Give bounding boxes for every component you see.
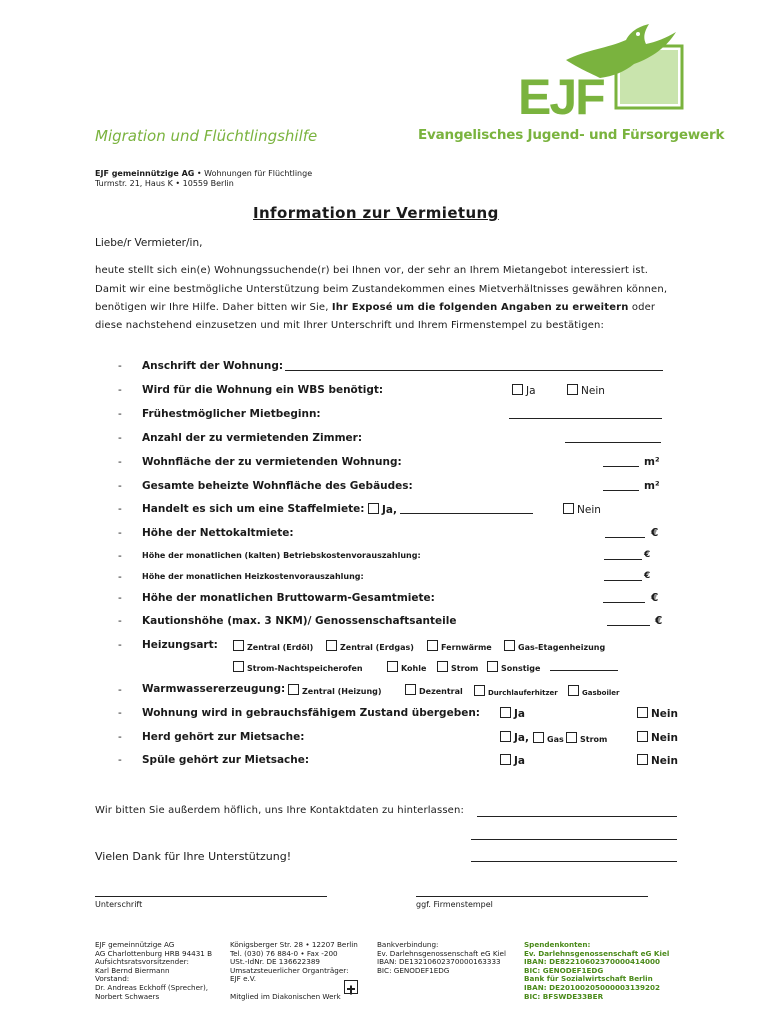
checkbox-icon[interactable] [512, 384, 523, 395]
sink-nein[interactable] [637, 754, 678, 767]
footer-line: Norbert Schwaers [95, 991, 160, 1001]
hot-water-label: Warmwassererzeugung: [142, 683, 286, 695]
heat-opt[interactable] [233, 661, 363, 673]
address-label: Anschrift der Wohnung: [142, 360, 284, 372]
contact-field-2[interactable] [471, 829, 677, 840]
checkbox-icon[interactable] [504, 640, 515, 651]
heat-opt[interactable] [487, 661, 540, 673]
footer-line: IBAN: DE13210602370000163333 [377, 957, 501, 967]
gross-rent-label: Höhe der monatlichen Bruttowarm-Gesamtmiete: [142, 592, 435, 604]
footer-line: USt.-IdNr. DE 136622389 [230, 957, 320, 967]
euro-unit: € [644, 571, 651, 581]
salutation: Liebe/r Vermieter/in, [95, 237, 203, 249]
stove-strom[interactable] [566, 732, 607, 744]
org-name: Evangelisches Jugend- und Fürsorgewerk [418, 127, 725, 143]
net-rent-label: Höhe der Nettokaltmiete: [142, 527, 294, 539]
staffel-nein[interactable] [563, 503, 601, 516]
heat-opt-label: Strom [451, 664, 479, 673]
usable-ja-label: Ja [514, 708, 525, 720]
intro-line-4: diese nachstehend einzusetzen und mit Ihrer Unterschrift und Ihrem Firmenstempel zu bestätigen: [95, 320, 605, 331]
intro-line-1: heute stellt sich ein(e) Wohnungssuchende(r) bei Ihnen vor, der sehr an Ihrem Mietangebot interessiert ist. [95, 265, 649, 276]
checkbox-icon[interactable] [387, 661, 398, 672]
footer-line: Karl Bernd Biermann [95, 965, 170, 975]
bullet: - [118, 592, 122, 604]
heated-area-label: Gesamte beheizte Wohnfläche des Gebäudes: [142, 480, 413, 492]
deposit-field[interactable] [607, 615, 650, 626]
hw-opt-label: Gasboiler [582, 689, 620, 697]
checkbox-icon[interactable] [500, 754, 511, 765]
intro-line-3a: benötigen wir Ihre Hilfe. Daher bitten wir Sie, [95, 302, 332, 313]
sender-address: Turmstr. 21, Haus K • 10559 Berlin [95, 179, 234, 188]
thanks: Vielen Dank für Ihre Unterstützung! [95, 850, 292, 863]
bullet: - [118, 754, 122, 766]
checkbox-icon[interactable] [637, 754, 648, 765]
ejf-logo [516, 20, 686, 130]
page-title: Information zur Vermietung [253, 204, 499, 222]
other-heating-field[interactable] [550, 660, 618, 671]
intro-line-3c: oder [628, 302, 656, 313]
usable-ja[interactable] [500, 707, 525, 720]
checkbox-icon[interactable] [487, 661, 498, 672]
footer-line: Bank für Sozialwirtschaft Berlin [524, 974, 653, 984]
subtitle: Migration und Flüchtlingshilfe [95, 127, 318, 145]
checkbox-icon[interactable] [326, 640, 337, 651]
hw-opt[interactable] [474, 685, 558, 697]
bullet: - [118, 456, 122, 468]
euro-unit: € [651, 527, 659, 539]
heat-opt-label: Kohle [401, 664, 427, 673]
stamp-line[interactable] [416, 896, 648, 897]
footer-line: IBAN: DE82210602370000414000 [524, 957, 661, 967]
sink-ja-label: Ja [514, 755, 525, 767]
checkbox-icon[interactable] [427, 640, 438, 651]
usable-label: Wohnung wird in gebrauchsfähigem Zustand übergeben: [142, 707, 481, 719]
footer-line: AG Charlottenburg HRB 94431 B [95, 948, 213, 958]
heat-opt[interactable] [427, 640, 492, 652]
deposit-label: Kautionshöhe (max. 3 NKM)/ Genossenschaftsanteile [142, 615, 457, 627]
footer-line: BIC: GENODEF1EDG [377, 965, 450, 975]
contact-request: Wir bitten Sie außerdem höflich, uns Ihre Kontaktdaten zu hinterlassen: [95, 805, 464, 816]
gross-rent-field[interactable] [603, 592, 645, 603]
contact-field-1[interactable] [477, 806, 677, 817]
heat-opt[interactable] [233, 640, 313, 652]
sqm-unit: m² [644, 456, 660, 468]
heat-opt[interactable] [504, 640, 605, 652]
footer-col-1 [95, 941, 212, 1001]
wbs-nein-label: Nein [581, 385, 605, 397]
checkbox-icon[interactable] [637, 707, 648, 718]
checkbox-icon[interactable] [566, 732, 577, 743]
usable-nein[interactable] [637, 707, 678, 720]
bullet: - [118, 384, 122, 396]
checkbox-icon[interactable] [474, 685, 485, 696]
footer-line: Mitglied im Diakonischen Werk [230, 991, 341, 1001]
heat-opt-label: Fernwärme [441, 643, 492, 652]
bullet: - [118, 432, 122, 444]
hw-opt-label: Dezentral [419, 687, 463, 696]
checkbox-icon[interactable] [567, 384, 578, 395]
hw-opt[interactable] [568, 685, 619, 697]
usable-nein-label: Nein [651, 708, 678, 720]
heat-opt[interactable] [437, 661, 478, 673]
diakonie-cross-icon [345, 984, 357, 996]
bullet: - [118, 707, 122, 719]
footer-line: Bankverbindung: [377, 940, 439, 949]
staffel-label: Handelt es sich um eine Staffelmiete: [142, 503, 365, 515]
stove-label: Herd gehört zur Mietsache: [142, 731, 305, 743]
euro-unit: € [655, 615, 663, 627]
intro-line-3 [95, 302, 655, 313]
checkbox-icon[interactable] [568, 685, 579, 696]
net-rent-field[interactable] [605, 527, 645, 538]
checkbox-icon[interactable] [500, 731, 511, 742]
heat-opt-label: Gas-Etagenheizung [518, 643, 606, 652]
heat-costs-label: Höhe der monatlichen Heizkostenvorauszahlung: [142, 572, 364, 581]
hw-opt[interactable] [405, 684, 463, 696]
signature-line[interactable] [95, 896, 327, 897]
wbs-nein[interactable] [567, 384, 605, 397]
heat-opt-label: Strom-Nachtspeicherofen [247, 664, 363, 673]
footer-line: EJF e.V. [230, 974, 257, 984]
footer-line: IBAN: DE20100205000003139202 [524, 982, 661, 992]
op-costs-label: Höhe der monatlichen (kalten) Betriebskostenvorauszahlung: [142, 551, 421, 560]
footer-line: BIC: GENODEF1EDG [524, 965, 604, 975]
heat-costs-field[interactable] [604, 570, 642, 581]
stove-nein-label: Nein [651, 732, 678, 744]
footer-col-4 [524, 941, 669, 1001]
checkbox-icon[interactable] [288, 684, 299, 695]
sender-rest: • Wohnungen für Flüchtlinge [194, 169, 313, 178]
bullet: - [118, 615, 122, 627]
area-field[interactable] [603, 456, 639, 467]
checkbox-icon[interactable] [500, 707, 511, 718]
staffel-nein-label: Nein [577, 504, 601, 516]
rooms-field[interactable] [565, 432, 661, 443]
intro-line-2: Damit wir eine bestmögliche Unterstützung beim Zustandekommen eines Mietverhältnisses gewähren können, [95, 284, 668, 295]
bullet: - [118, 639, 122, 651]
heated-area-field[interactable] [603, 480, 639, 491]
bullet: - [118, 571, 122, 583]
footer-line: Spendenkonten: [524, 940, 591, 949]
footer-col-2 [230, 941, 358, 1001]
stove-gas-label: Gas [547, 735, 564, 744]
stove-strom-label: Strom [580, 735, 608, 744]
sqm-unit: m² [644, 480, 660, 492]
checkbox-icon[interactable] [233, 661, 244, 672]
heating-label: Heizungsart: [142, 639, 218, 651]
stamp-label: ggf. Firmenstempel [416, 900, 493, 909]
heat-opt-label: Zentral (Erdgas) [340, 643, 414, 652]
bullet: - [118, 550, 122, 562]
heat-opt-label: Zentral (Erdöl) [247, 643, 314, 652]
staffel-ja[interactable] [368, 503, 397, 516]
signature-label: Unterschrift [95, 900, 143, 909]
footer-line: Königsberger Str. 28 • 12207 Berlin [230, 940, 358, 949]
stove-ja[interactable] [500, 731, 529, 744]
heat-opt-label: Sonstige [501, 664, 541, 673]
checkbox-icon[interactable] [405, 684, 416, 695]
sender-bold: EJF gemeinnützige AG [95, 169, 195, 178]
bullet: - [118, 503, 122, 515]
footer-line: EJF gemeinnützige AG [95, 940, 175, 949]
move-in-field[interactable] [509, 408, 662, 419]
checkbox-icon[interactable] [637, 731, 648, 742]
staffel-ja-label: Ja, [382, 504, 397, 516]
hw-opt-label: Zentral (Heizung) [302, 687, 382, 696]
checkbox-icon[interactable] [533, 732, 544, 743]
bullet: - [118, 408, 122, 420]
footer-line: Umsatzsteuerlicher Organträger: [230, 965, 349, 975]
footer-line: Ev. Darlehnsgenossenschaft eG Kiel [524, 948, 670, 958]
sink-label: Spüle gehört zur Mietsache: [142, 754, 310, 766]
stove-gas[interactable] [533, 732, 564, 744]
footer-line: Ev. Darlehnsgenossenschaft eG Kiel [377, 948, 506, 958]
euro-unit: € [651, 592, 659, 604]
bullet: - [118, 360, 122, 372]
op-costs-field[interactable] [604, 549, 642, 560]
bullet: - [118, 527, 122, 539]
footer-col-3 [377, 941, 506, 975]
wbs-label: Wird für die Wohnung ein WBS benötigt: [142, 384, 384, 396]
hw-opt-label: Durchlauferhitzer [488, 689, 558, 697]
checkbox-icon[interactable] [233, 640, 244, 651]
diakonie-logo [344, 980, 358, 994]
wbs-ja[interactable] [512, 384, 536, 397]
checkbox-icon[interactable] [437, 661, 448, 672]
footer-line: Dr. Andreas Eckhoff (Sprecher), [95, 982, 209, 992]
bullet: - [118, 684, 122, 696]
bullet: - [118, 480, 122, 492]
address-field[interactable] [285, 360, 663, 371]
area-label: Wohnfläche der zu vermietenden Wohnung: [142, 456, 402, 468]
heat-opt[interactable] [387, 661, 426, 673]
staffel-field[interactable] [400, 503, 533, 514]
checkbox-icon[interactable] [563, 503, 574, 514]
stove-ja-label: Ja, [514, 732, 529, 744]
sender-line [95, 169, 312, 178]
move-in-label: Frühestmöglicher Mietbeginn: [142, 408, 321, 420]
contact-field-3[interactable] [471, 851, 677, 862]
checkbox-icon[interactable] [368, 503, 379, 514]
rooms-label: Anzahl der zu vermietenden Zimmer: [142, 432, 363, 444]
footer-line: Vorstand: [95, 974, 130, 984]
stove-nein[interactable] [637, 731, 678, 744]
intro-line-3b: Ihr Exposé um die folgenden Angaben zu erweitern [331, 302, 629, 313]
wbs-ja-label: Ja [526, 385, 536, 397]
bullet: - [118, 731, 122, 743]
footer-line: Tel. (030) 76 884-0 • Fax -200 [230, 948, 338, 958]
footer-line: BIC: BFSWDE33BER [524, 991, 604, 1001]
sink-nein-label: Nein [651, 755, 678, 767]
logo-text: EJF [518, 69, 604, 125]
heat-opt[interactable] [326, 640, 414, 652]
euro-unit: € [644, 550, 651, 560]
hw-opt[interactable] [288, 684, 382, 696]
footer-line: Aufsichtsratsvorsitzender: [95, 957, 189, 967]
sink-ja[interactable] [500, 754, 525, 767]
